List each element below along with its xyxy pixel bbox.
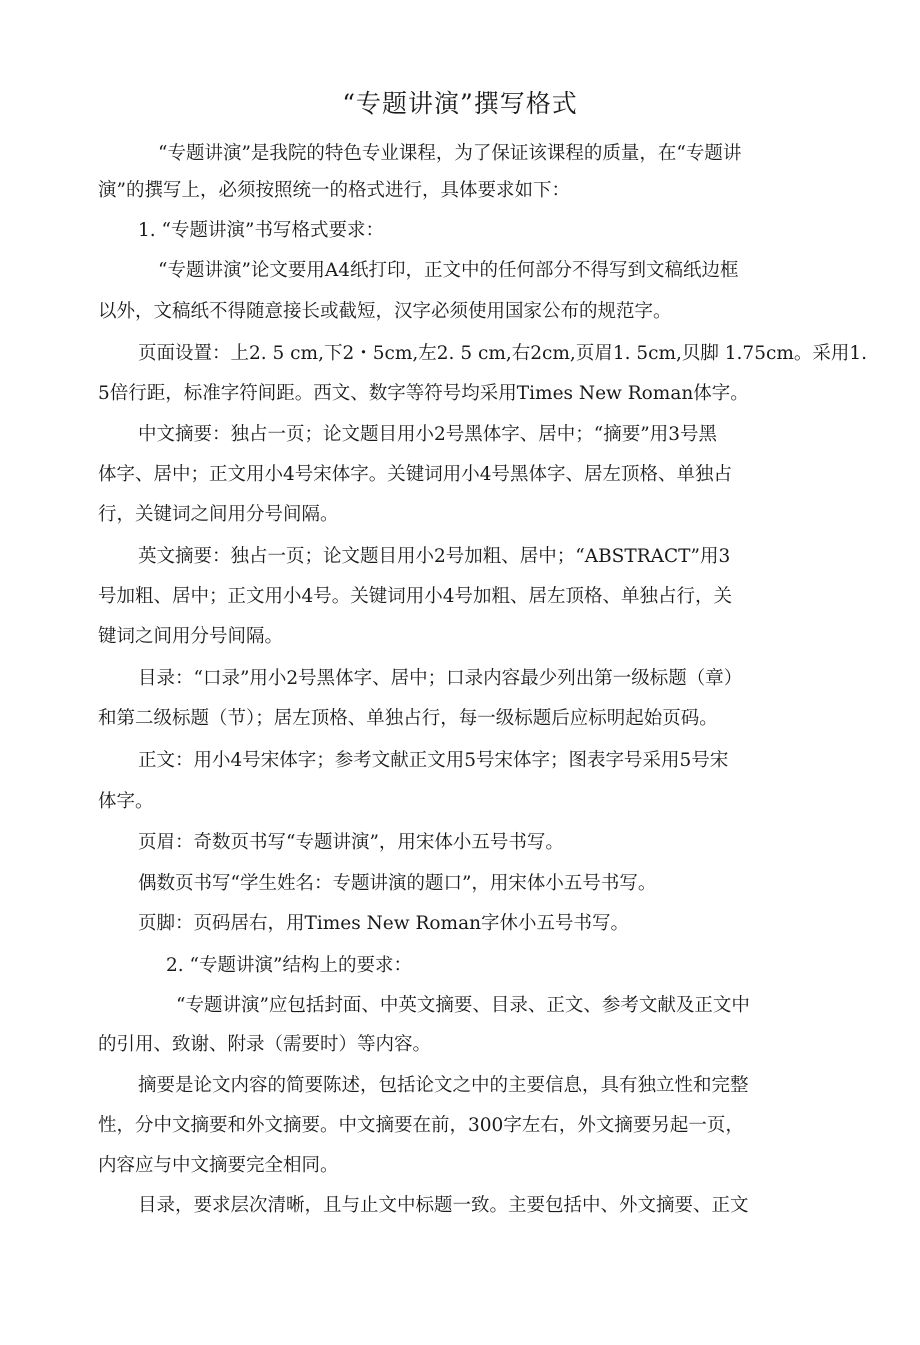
paragraph-line: 性，分中文摘要和外文摘要。中文摘要在前，300字左右，外文摘要另起一页，	[98, 1115, 744, 1136]
paragraph-line: 以外，文稿纸不得随意接长或截短，汉字必须使用国家公布的规范字。	[98, 301, 672, 322]
paragraph-line: 英文摘要：独占一页；论文题目用小2号加粗、居中；“ABSTRACT”用3	[138, 546, 731, 567]
paragraph-line: “专题讲演”应包括封面、中英文摘要、目录、正文、参考文献及正文中	[176, 995, 750, 1016]
paragraph-line: 页面设置：上2. 5 cm,下2・5cm,左2. 5 cm,右2cm,页眉1. 5cm,贝脚 1.75cm。采用1.	[138, 343, 868, 364]
paragraph-line: 页眉：奇数页书写“专题讲演”，用宋体小五号书写。	[138, 832, 564, 853]
paragraph-line: 演”的撰写上，必须按照统一的格式进行，具体要求如下：	[98, 180, 570, 201]
paragraph-line: 目录，要求层次清晰，且与止文中标题一致。主要包括中、外文摘要、正文	[138, 1195, 749, 1216]
paragraph-line: 摘要是论文内容的简要陈述，包括论文之中的主要信息，具有独立性和完整	[138, 1075, 749, 1096]
paragraph-line: 行，关键词之间用分号间隔。	[98, 504, 339, 525]
paragraph-line: 体字。	[98, 791, 154, 812]
paragraph-line: 号加粗、居中；正文用小4号。关键词用小4号加粗、居左顶格、单独占行，关	[98, 586, 733, 607]
paragraph-line: “专题讲演”是我院的特色专业课程，为了保证该课程的质量，在“专题讲	[158, 143, 742, 164]
paragraph-line: 键词之间用分号间隔。	[98, 626, 284, 647]
section-heading-1: 1. “专题讲演”书写格式要求：	[138, 220, 384, 241]
paragraph-line: 体字、居中；正文用小4号宋体字。关键词用小4号黑体字、居左顶格、单独占	[98, 464, 733, 485]
paragraph-line: 内容应与中文摘要完全相同。	[98, 1155, 339, 1176]
paragraph-line: 页脚：页码居右，用Times New Roman字休小五号书写。	[138, 913, 630, 934]
paragraph-line: 目录：“口录”用小2号黑体字、居中；口录内容最少列出第一级标题（章）	[138, 668, 743, 689]
paragraph-line: 5倍行距，标准字符间距。西文、数字等符号均采用Times New Roman体字。	[98, 383, 749, 404]
paragraph-line: “专题讲演”论文要用A4纸打印，正文中的任何部分不得写到文稿纸边框	[158, 260, 739, 281]
paragraph-line: 中文摘要：独占一页；论文题目用小2号黑体字、居中；“摘要”用3号黑	[138, 424, 717, 445]
paragraph-line: 正文：用小4号宋体字；参考文献正文用5号宋体字；图表字号采用5号宋	[138, 750, 729, 771]
document-title: “专题讲演”撰写格式	[342, 89, 578, 118]
paragraph-line: 偶数页书写“学生姓名：专题讲演的题口”，用宋体小五号书写。	[138, 873, 657, 894]
section-heading-2: 2. “专题讲演”结构上的要求：	[166, 955, 412, 976]
paragraph-line: 的引用、致谢、附录（需要时）等内容。	[98, 1034, 432, 1055]
paragraph-line: 和第二级标题（节）；居左顶格、单独占行，每一级标题后应标明起始页码。	[98, 708, 718, 729]
